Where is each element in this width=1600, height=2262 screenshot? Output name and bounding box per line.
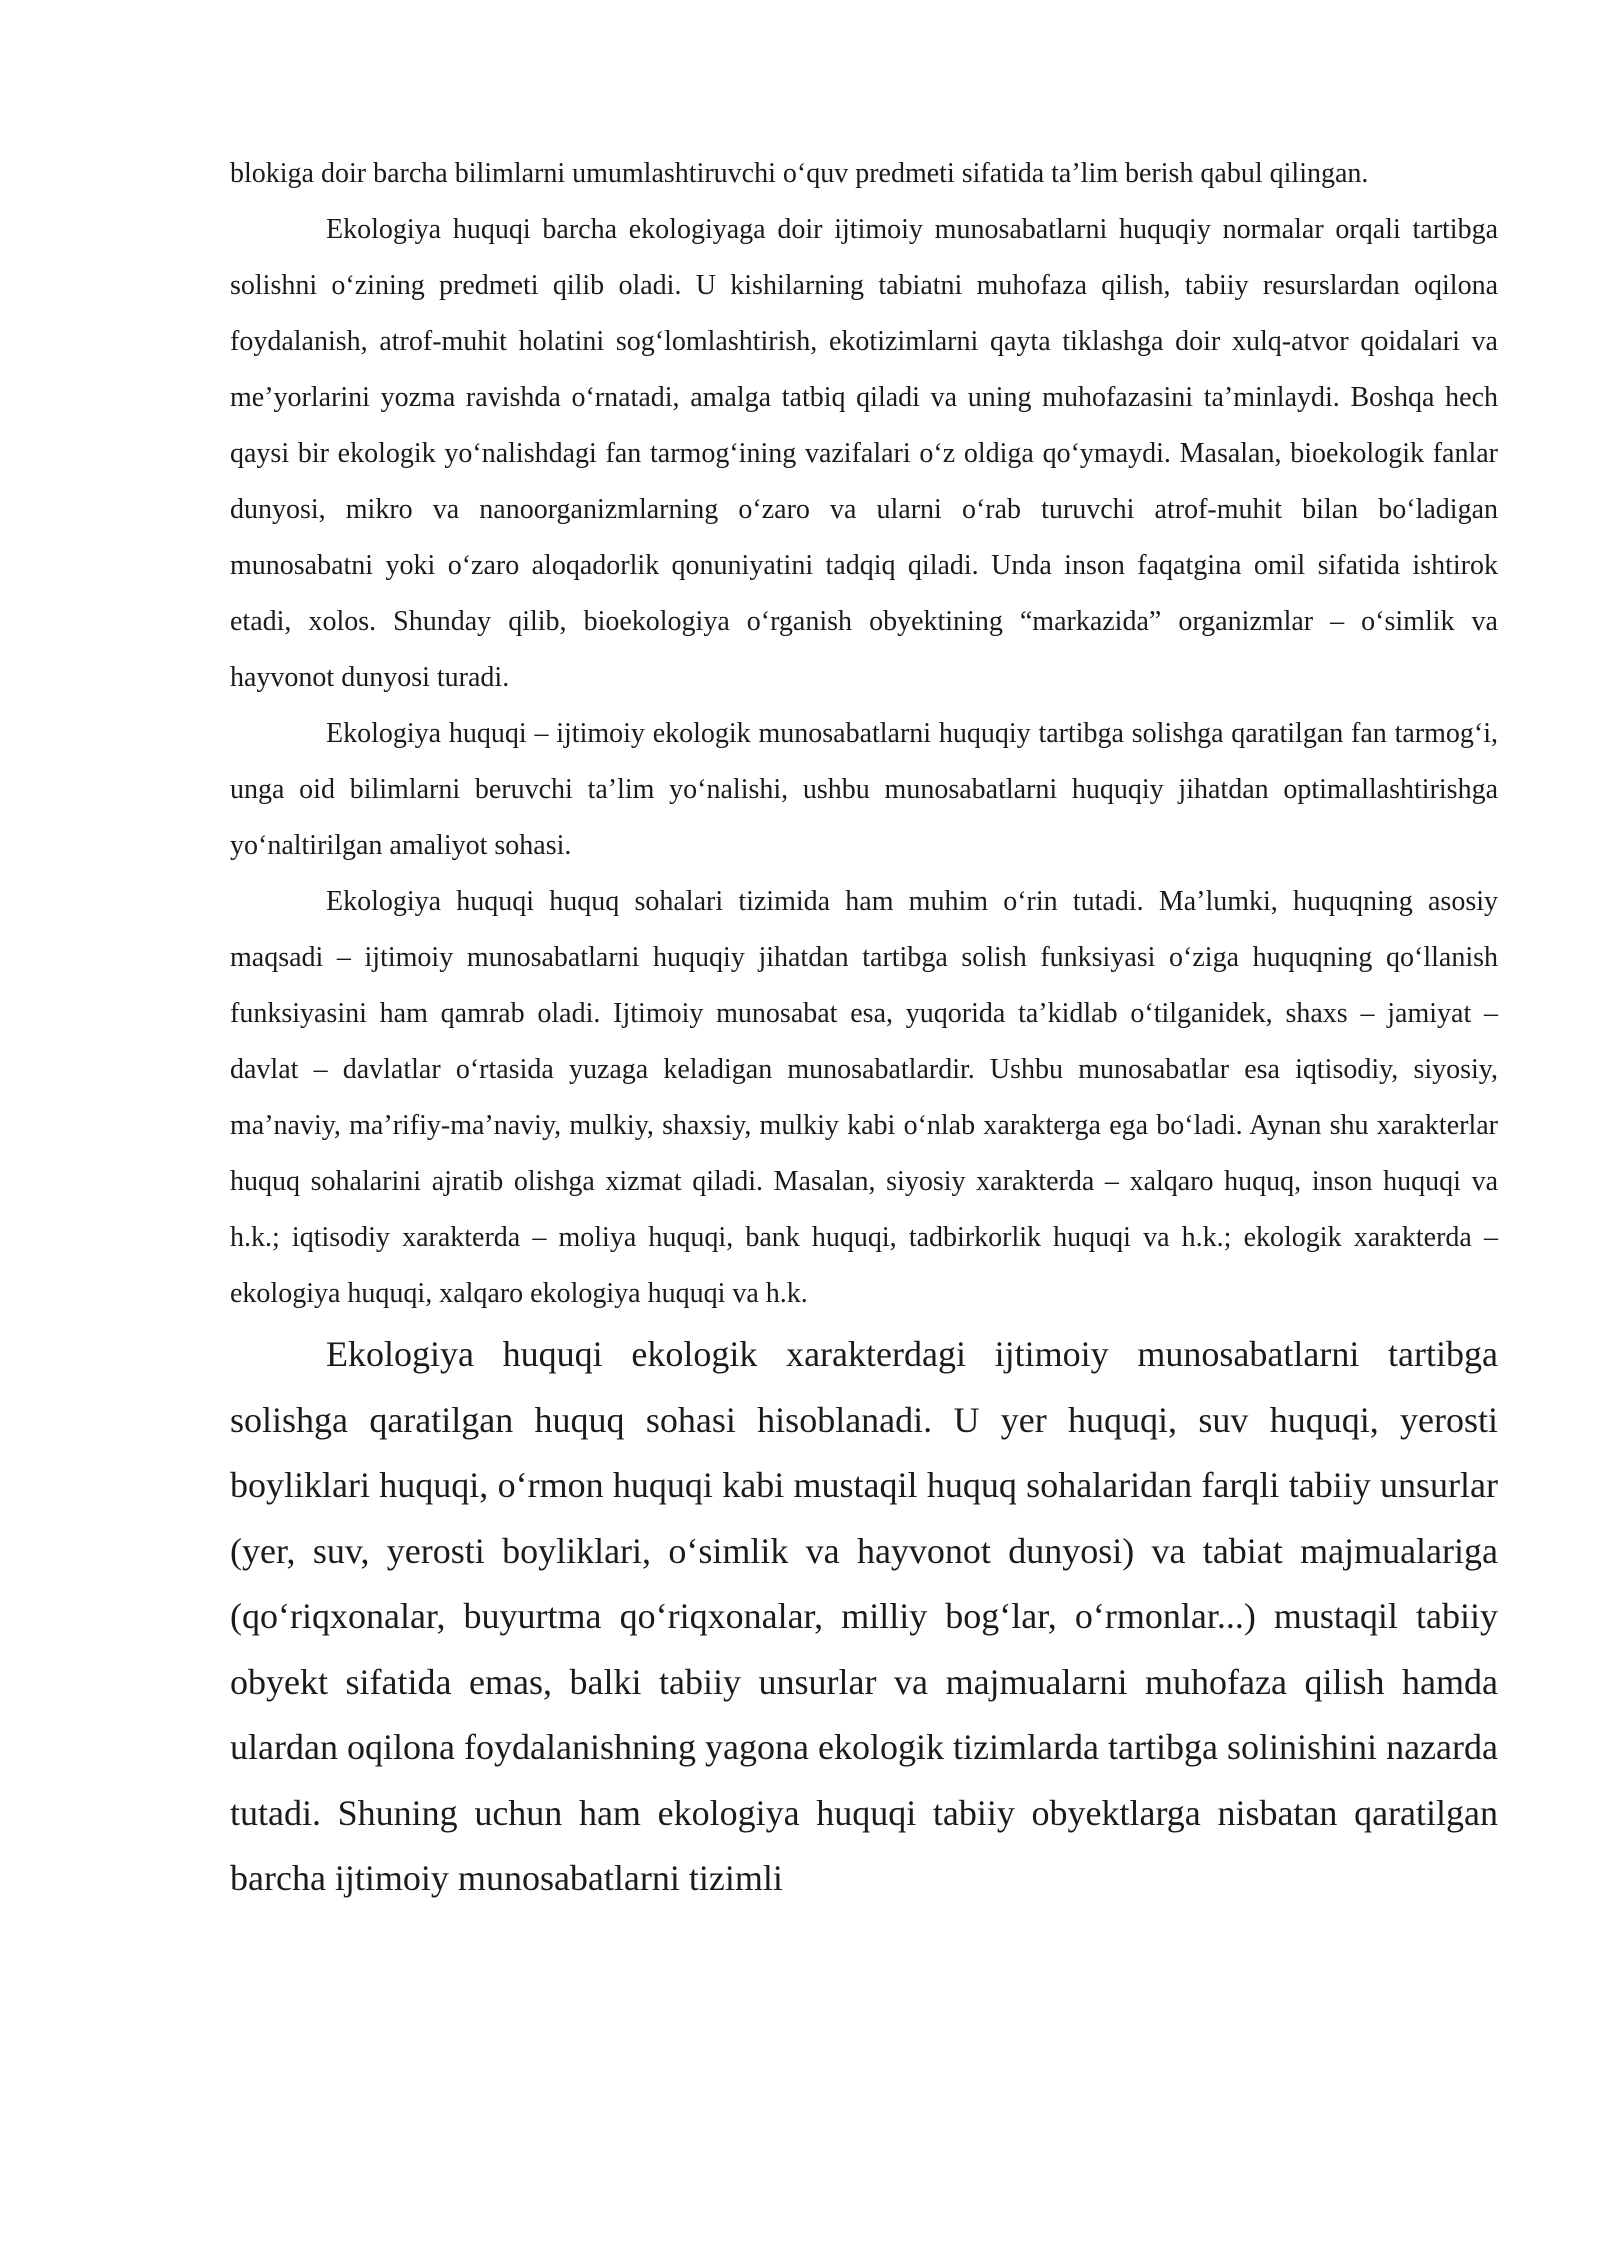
paragraph-continuation: blokiga doir barcha bilimlarni umumlashtiruvchi o‘quv predmeti sifatida ta’lim berish qabul qilingan.	[230, 158, 1369, 189]
paragraph-subject: Ekologiya huquqi barcha ekologiyaga doir ijtimoiy munosabatlarni huquqiy normalar orqali tartibga solishni o‘zining predmeti qilib oladi. U kishilarning tabiatni muhofaza qilish, tabiiy resurslardan oqilona foydalanish, atrof-muhit holatini sog‘lomlashtirish, ekotizimlarni qayta tiklashga doir xulq-atvor qoidalari va me’yorlarini yozma ravishda o‘rnatadi, amalga tatbiq qiladi va uning muhofazasini ta’minlaydi. Boshqa hech qaysi bir ekologik yo‘nalishdagi fan tarmog‘ining vazifalari o‘z oldiga qo‘ymaydi. Masalan, bioekologik fanlar dunyosi, mikro va nanoorganizmlarning o‘zaro va ularni o‘rab turuvchi atrof-muhit bilan bo‘ladigan munosabatni yoki o‘zaro aloqadorlik qonuniyatini tadqiq qiladi. Unda inson faqatgina omil sifatida ishtirok etadi, xolos. Shunday qilib, bioekologiya o‘rganish obyektining “markazida” organizmlar – o‘simlik va hayvonot dunyosi turadi.	[230, 214, 1498, 693]
paragraph-definition: Ekologiya huquqi – ijtimoiy ekologik munosabatlarni huquqiy tartibga solishga qaratilgan fan tarmog‘i, unga oid bilimlarni beruvchi ta’lim yo‘nalishi, ushbu munosabatlarni huquqiy jihatdan optimallashtirishga yo‘naltirilgan amaliyot sohasi.	[230, 718, 1498, 861]
paragraph-environmental-law: Ekologiya huquqi ekologik xarakterdagi ijtimoiy munosabatlarni tartibga solishga qaratilgan huquq sohasi hisoblanadi. U yer huquqi, suv huquqi, yerosti boyliklari huquqi, o‘rmon huquqi kabi mustaqil huquq sohalaridan farqli tabiiy unsurlar (yer, suv, yerosti boyliklari, o‘simlik va hayvonot dunyosi) va tabiat majmualariga (qo‘riqxonalar, buyurtma qo‘riqxonalar, milliy bog‘lar, o‘rmonlar...) mustaqil tabiiy obyekt sifatida emas, balki tabiiy unsurlar va majmualarni muhofaza qilish hamda ulardan oqilona foydalanishning yagona ekologik tizimlarda tartibga solinishini nazarda tutadi. Shuning uchun ham ekologiya huquqi tabiiy obyektlarga nisbatan qaratilgan barcha ijtimoiy munosabatlarni tizimli	[230, 1334, 1498, 1898]
paragraph-legal-system: Ekologiya huquqi huquq sohalari tizimida ham muhim o‘rin tutadi. Ma’lumki, huquqning asosiy maqsadi – ijtimoiy munosabatlarni huquqiy jihatdan tartibga solish funksiyasi o‘ziga huquqning qo‘llanish funksiyasini ham qamrab oladi. Ijtimoiy munosabat esa, yuqorida ta’kidlab o‘tilganidek, shaxs – jamiyat – davlat – davlatlar o‘rtasida yuzaga keladigan munosabatlardir. Ushbu munosabatlar esa iqtisodiy, siyosiy, ma’naviy, ma’rifiy-ma’naviy, mulkiy, shaxsiy, mulkiy kabi o‘nlab xarakterga ega bo‘ladi. Aynan shu xarakterlar huquq sohalarini ajratib olishga xizmat qiladi. Masalan, siyosiy xarakterda – xalqaro huquq, inson huquqi va h.k.; iqtisodiy xarakterda – moliya huquqi, bank huquqi, tadbirkorlik huquqi va h.k.; ekologik xarakterda – ekologiya huquqi, xalqaro ekologiya huquqi va h.k.	[230, 886, 1498, 1309]
document-page	[230, 146, 1498, 1912]
